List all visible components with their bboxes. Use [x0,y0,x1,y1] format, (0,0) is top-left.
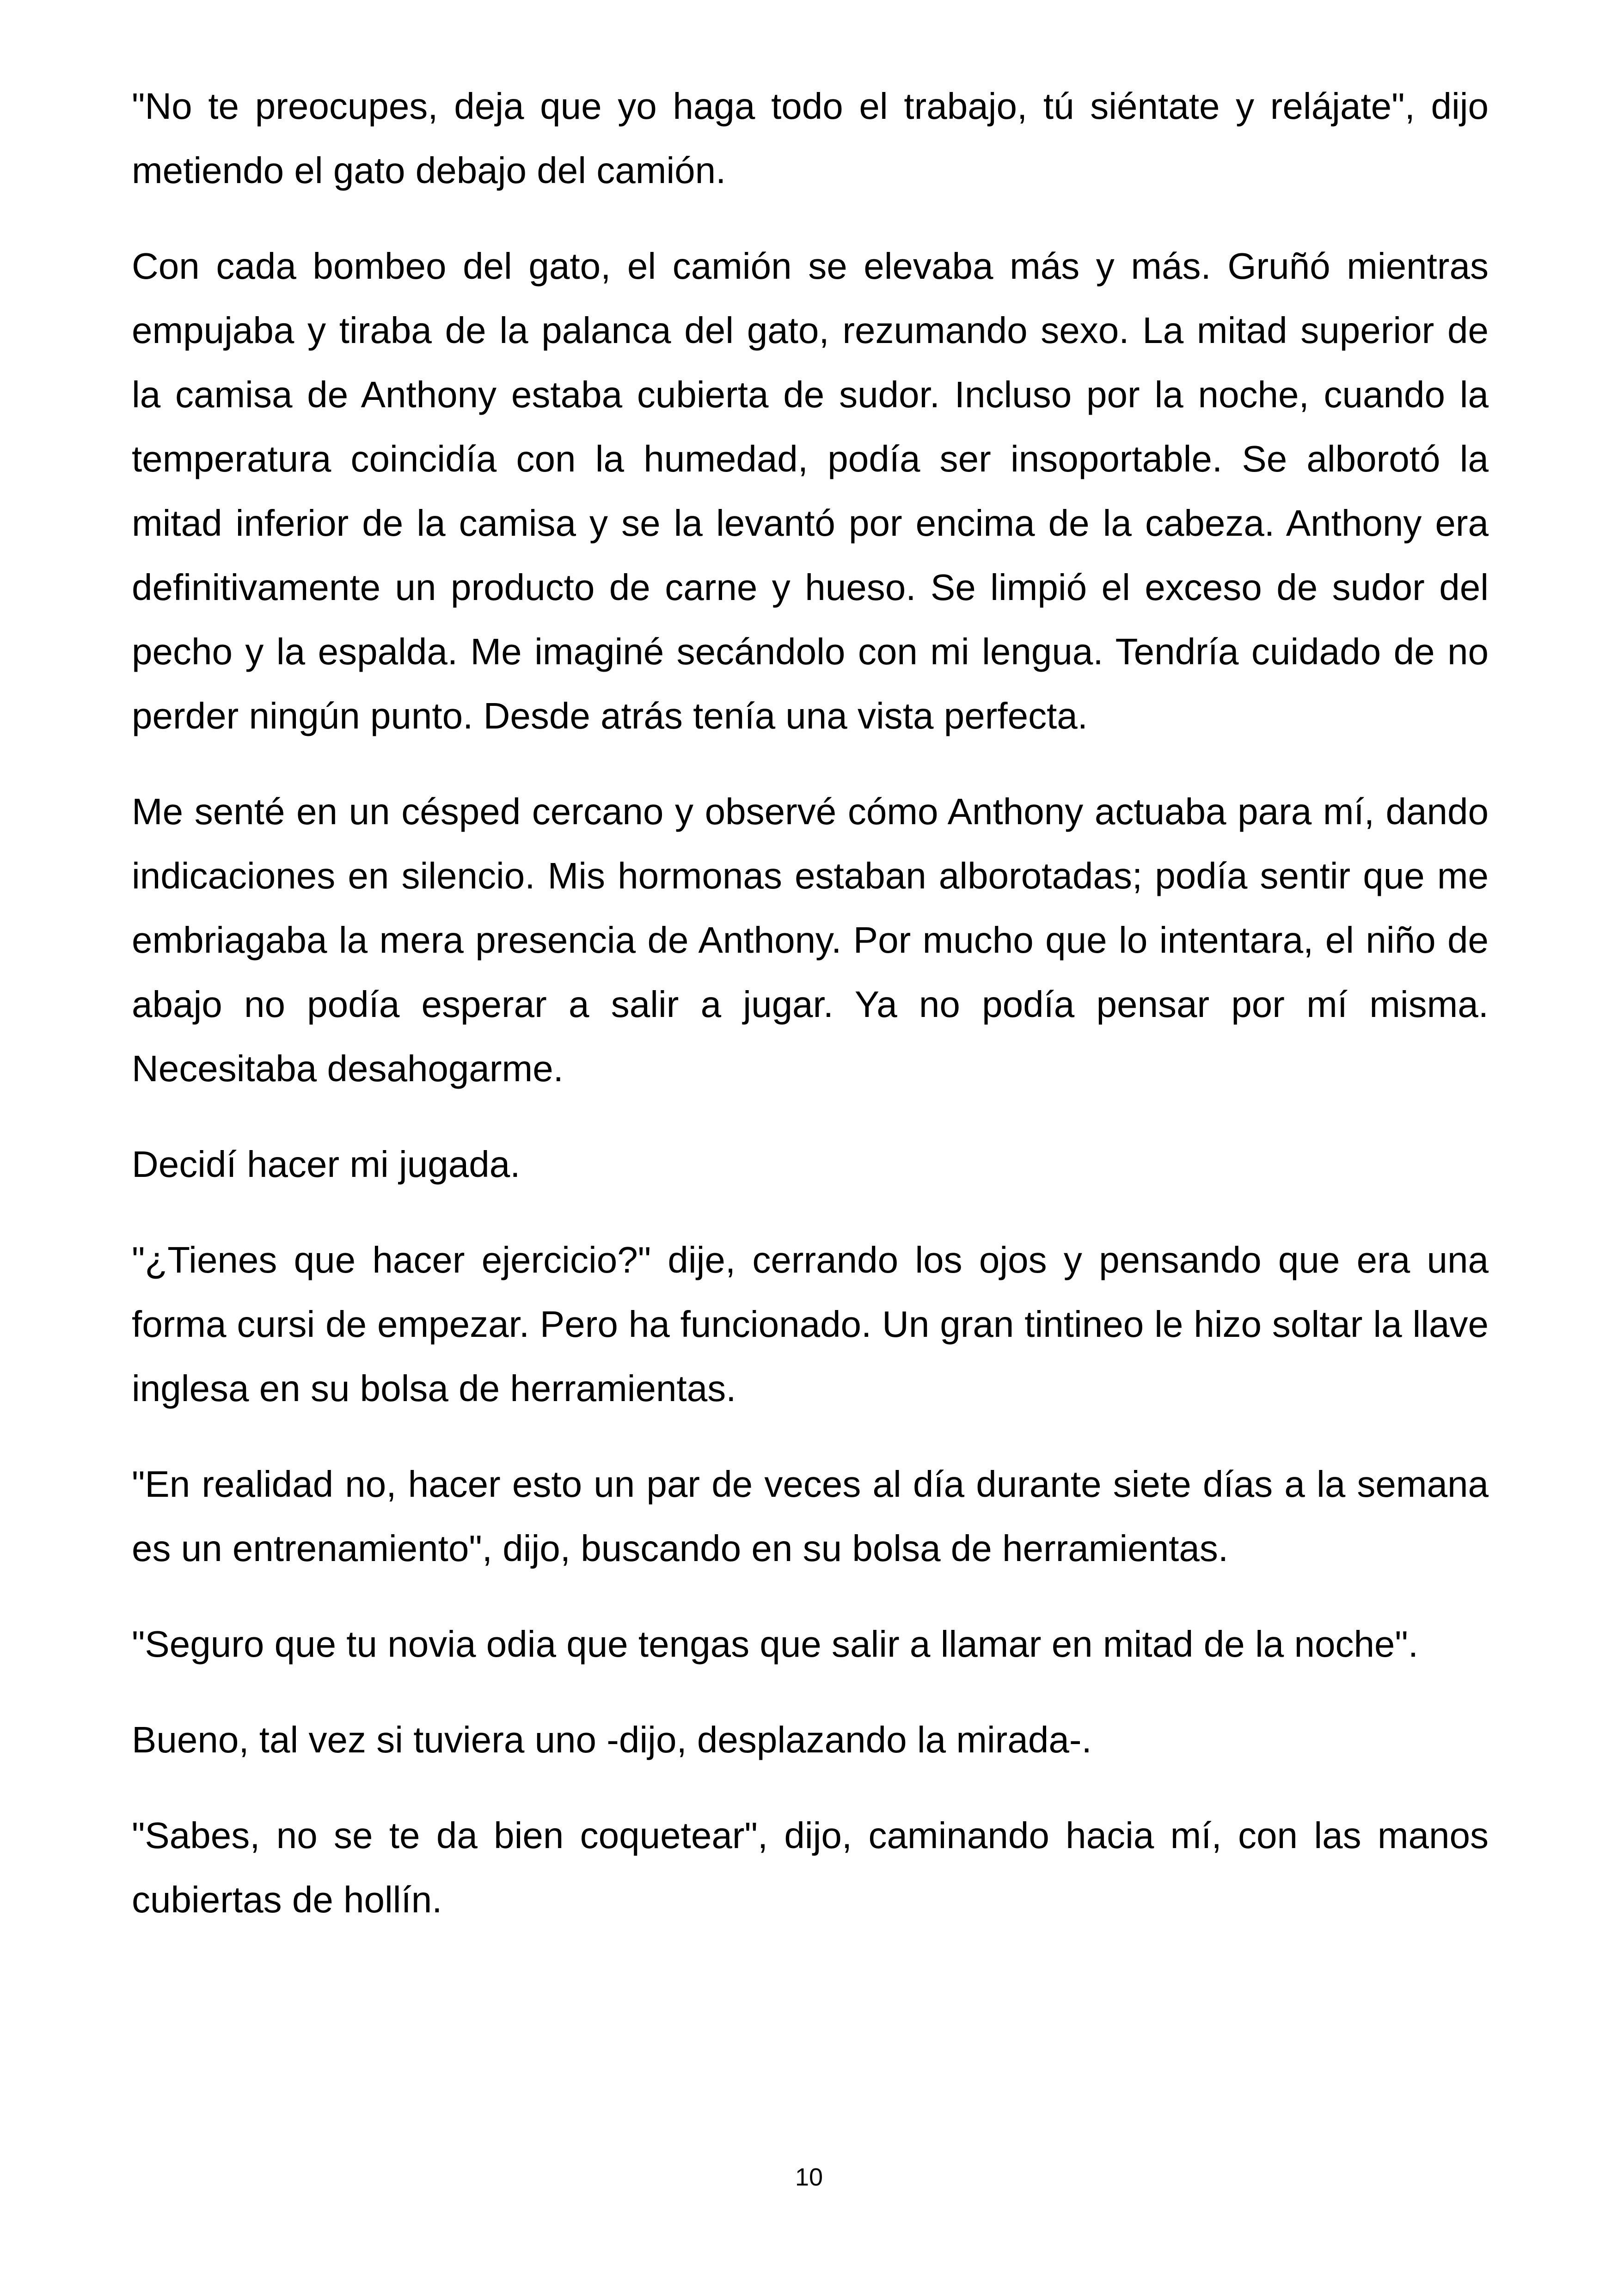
paragraph: "En realidad no, hacer esto un par de veces al día durante siete días a la semana es un entrenamiento", dijo, buscando en su bolsa de herramientas. [132,1463,1489,1569]
page-number: 10 [795,2163,823,2191]
body-text [132,74,1489,1963]
paragraph: Me senté en un césped cercano y observé cómo Anthony actuaba para mí, dando indicaciones en silencio. Mis hormonas estaban alborotadas; podía sentir que me embriagaba la mera presencia de Anthony. Por mucho que lo intentara, el niño de abajo no podía esperar a salir a jugar. Ya no podía pensar por mí misma. Necesitaba desahogarme. [132,791,1489,1089]
paragraph: Con cada bombeo del gato, el camión se elevaba más y más. Gruñó mientras empujaba y tiraba de la palanca del gato, rezumando sexo. La mitad superior de la camisa de Anthony estaba cubierta de sudor. Incluso por la noche, cuando la temperatura coincidía con la humedad, podía ser insoportable. Se alborotó la mitad inferior de la camisa y se la levantó por encima de la cabeza. Anthony era definitivamente un producto de carne y hueso. Se limpió el exceso de sudor del pecho y la espalda. Me imaginé secándolo con mi lengua. Tendría cuidado de no perder ningún punto. Desde atrás tenía una vista perfecta. [132,245,1489,736]
paragraph: Decidí hacer mi jugada. [132,1144,521,1185]
paragraph: Bueno, tal vez si tuviera uno -dijo, desplazando la mirada-. [132,1719,1092,1760]
paragraph: "No te preocupes, deja que yo haga todo el trabajo, tú siéntate y relájate", dijo metiendo el gato debajo del camión. [132,86,1489,191]
paragraph: "¿Tienes que hacer ejercicio?" dije, cerrando los ojos y pensando que era una forma cursi de empezar. Pero ha funcionado. Un gran tintineo le hizo soltar la llave inglesa en su bolsa de herramientas. [132,1239,1489,1409]
paragraph: "Seguro que tu novia odia que tengas que salir a llamar en mitad de la noche". [132,1623,1419,1665]
paragraph: "Sabes, no se te da bien coquetear", dijo, caminando hacia mí, con las manos cubiertas de hollín. [132,1815,1489,1920]
